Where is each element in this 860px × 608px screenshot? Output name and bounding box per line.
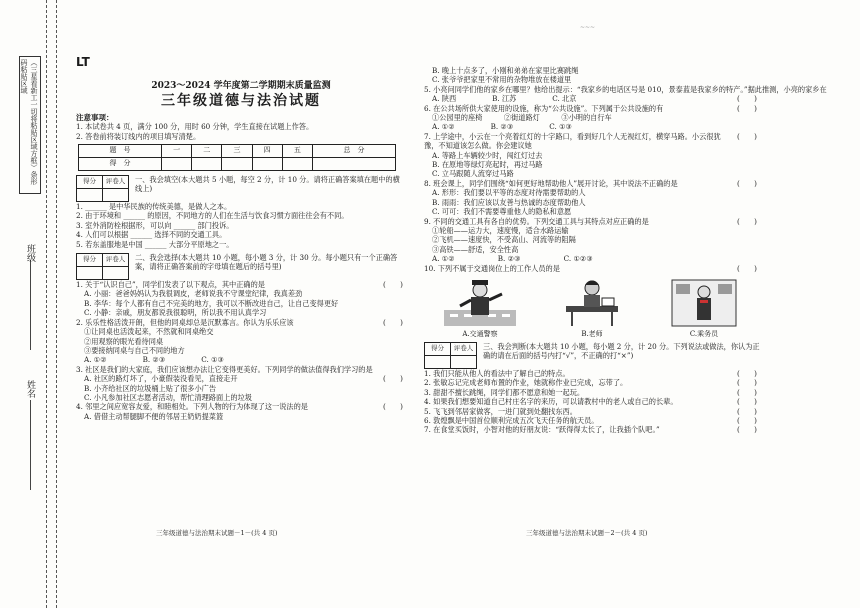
score-head-cell: 一 — [162, 145, 192, 158]
choice-text: A. 等路上车辆较少时，闯红灯过去 — [432, 150, 543, 160]
judge-text: 6. 敦煌飘是中国首位顺利完成五次飞天任务的航天员。 — [424, 415, 599, 425]
page-left — [76, 55, 406, 568]
choice-text: ①让同桌也活泼起来，不然就和同桌绝交 — [84, 327, 214, 337]
fill-question: 1. ______ 是中华民族的传统美德，是做人之本。 — [76, 202, 232, 212]
judge-text: 2. 张敏忘记完成老师布置的作业，她就称作业已完成，忘带了。 — [424, 378, 628, 388]
option-c-figure — [664, 276, 744, 338]
answer-paren[interactable]: ( ) — [737, 397, 757, 407]
choice-text: ①轮船——运力大，速度慢，适合水路运输 — [432, 225, 569, 235]
choice-text: ③要接纳同桌与自己不同的地方 — [84, 345, 185, 355]
page-footer-right: 三年级道德与法治期末试题－2－(共 4 页) — [526, 529, 648, 537]
choice-line — [76, 280, 406, 289]
judge-text: 1. 我们只能从他人的看法中了解自己的特点。 — [424, 368, 570, 378]
corner-mark: ~~~ — [580, 24, 596, 31]
binding-line — [46, 0, 47, 608]
option-b-caption: B.老师 — [581, 330, 603, 339]
choice-text: ①公园里的座椅 ②街道路灯 ③小明的自行车 — [432, 113, 612, 123]
judge-line — [424, 397, 760, 406]
answer-paren[interactable]: ( ) — [383, 280, 403, 290]
name-label: 姓名 — [25, 380, 35, 398]
score-head-cell: 三 — [222, 145, 252, 158]
choice-line — [424, 254, 760, 263]
section-3-header — [424, 342, 760, 369]
answer-paren[interactable]: ( ) — [383, 402, 403, 412]
section-3-questions — [424, 369, 760, 435]
score-cell[interactable] — [312, 158, 395, 171]
judge-line — [424, 416, 760, 425]
notice-item: 2. 答卷前将装订线内的项目填写清楚。 — [76, 131, 201, 141]
section-2-questions — [76, 280, 406, 421]
judge-text: 4. 如果我们想要知道自己村庄名字的来历，可以请教村中的老人或自己的长辈。 — [424, 397, 678, 407]
choice-text: 9. 不同的交通工具有各自的优势。下列交通工具与其特点对应正确的是 — [424, 216, 649, 226]
grader-name-label: 评卷人 — [451, 342, 477, 355]
option-a-caption: A.交通警察 — [462, 330, 498, 339]
choice-line — [76, 289, 406, 298]
answer-paren[interactable]: ( ) — [383, 374, 403, 384]
grader-box — [76, 253, 129, 280]
score-cell[interactable] — [192, 158, 222, 171]
choice-text: B. 雨雨：我们应该以友善与热诚的态度帮助他人 — [432, 197, 586, 207]
choice-text: 6. 在公共场所供大家使用的设施，称为“公共设施”。下列属于公共设施的有 — [424, 103, 664, 113]
choice-line — [424, 217, 760, 226]
score-cell[interactable] — [162, 158, 192, 171]
grader-cell[interactable] — [77, 267, 103, 280]
grader-cell[interactable] — [425, 355, 451, 368]
choice-text: A. 陕西 B. 江苏 C. 北京 — [432, 94, 577, 104]
judge-text: 7. 在食堂买饭时，小智对他的好朋友说：“跃得得太长了，让我插个队吧。” — [424, 425, 660, 435]
page-right — [424, 66, 827, 576]
choice-text: C. 小凡参加社区志愿者活动，帮忙清理路面上的垃圾 — [84, 392, 252, 402]
barcode-area: （三星看新工一切将粘贴区域方框）条形码粘贴区域 — [19, 56, 41, 194]
choice-line — [424, 151, 760, 160]
choice-text: A. 形形：我们要以平等的态度对待需要帮助的人 — [432, 188, 586, 198]
score-cell[interactable] — [252, 158, 282, 171]
grader-cell[interactable] — [103, 267, 129, 280]
choice-line — [424, 169, 760, 178]
choice-text: C. 可可：我们不需要尊重他人的隐私和意愿 — [432, 207, 572, 217]
choice-text: 4. 邻里之间应宽容友爱，和睦相处。下列人物的行为体现了这一说法的是 — [76, 402, 308, 412]
judge-text: 3. 甜甜不擅长跳绳，同学们都不愿意和她一起玩。 — [424, 387, 585, 397]
score-cell[interactable] — [282, 158, 312, 171]
choice-line — [424, 104, 760, 113]
choice-line — [76, 402, 406, 411]
choice-line — [424, 84, 827, 94]
score-row-label: 得 分 — [79, 158, 162, 171]
choice-line — [424, 94, 760, 103]
choice-text: A. 小丽：爸爸妈妈认为我很调皮，老师说我不守课堂纪律，我真差劲 — [84, 289, 303, 299]
choice-line — [424, 113, 760, 122]
exam-title: 三年级道德与法治试题 — [161, 93, 321, 110]
choice-line — [76, 337, 406, 346]
grader-score-label: 得分 — [77, 176, 103, 189]
score-head-cell: 四 — [252, 145, 282, 158]
grader-score-label: 得分 — [77, 254, 103, 267]
choice-text: B. 李华：每个人都有自己不完美的地方，我可以不断改进自己，让自己变得更好 — [84, 298, 339, 308]
grader-cell[interactable] — [103, 189, 129, 202]
score-head-cell: 总 分 — [312, 145, 395, 158]
answer-paren[interactable]: ( ) — [737, 378, 757, 388]
answer-paren[interactable]: ( ) — [737, 216, 757, 226]
judge-line — [424, 369, 760, 378]
choice-text: A. ①② B. ②③ C. ①②③ — [432, 254, 593, 264]
attendant-illustration — [664, 276, 744, 328]
choice-line — [424, 179, 760, 188]
choice-text: B. 晚上十点多了，小刚和弟弟在家里比赛跳绳 — [432, 66, 579, 75]
choice-line — [76, 384, 406, 393]
choice-line — [76, 308, 406, 317]
choice-text: 10. 下列不属于交通岗位上的工作人员的是 — [424, 263, 560, 273]
score-head-cell: 题 号 — [79, 145, 162, 158]
choice-text: A. ①② B. ②③ C. ①③ — [84, 355, 224, 365]
choice-text: C. 立马跟随人流穿过马路 — [432, 169, 514, 179]
score-head-cell: 二 — [192, 145, 222, 158]
choice-text: C. 小静：亲戚，朋友都说我很聪明，所以我不用认真学习 — [84, 308, 267, 318]
choice-continued — [424, 66, 827, 273]
section-1-questions — [76, 202, 406, 249]
choice-line — [76, 318, 406, 327]
exam-subtitle: 2023～2024 学年度第二学期期末质量监测 — [151, 81, 331, 91]
grader-name-label: 评卷人 — [103, 254, 129, 267]
option-a-figure — [440, 276, 520, 338]
choice-text: 1. 关于“认识自己”，同学们发表了以下观点，其中正确的是 — [76, 280, 265, 290]
choice-line — [424, 245, 760, 254]
section-1-instructions: 一、我会填空(本大题共 5 小题，每空 2 分，计 10 分。请将正确答案填在题中的横线上) — [135, 175, 400, 194]
fill-question: 4. 人们可以根据 ______ 选择不同的交通工具。 — [76, 230, 227, 240]
fill-question: 5. 若东盖服地是中国 ______ 大部分平原地之一。 — [76, 239, 234, 249]
judge-text: 5. 飞飞到邻居家做客，一进门就到处翻找东西。 — [424, 406, 577, 416]
traffic-police-illustration — [440, 276, 520, 328]
choice-line — [424, 264, 760, 273]
choice-line — [424, 122, 760, 131]
choice-text: 3. 社区是我们的大家庭，我们应该想办法让它变得更美好。下列同学的做法值得我们学习的是 — [76, 364, 373, 374]
choice-line — [76, 299, 406, 308]
teacher-illustration — [552, 276, 632, 328]
choice-line — [76, 355, 406, 364]
choice-text: C. 张爷爷把家里不常用的杂物堆放在楼道里 — [432, 75, 572, 85]
choice-line — [76, 374, 406, 383]
judge-line — [424, 388, 760, 397]
choice-text: A. 社区的路灯坏了，小豪假装没看见，直接走开 — [84, 374, 238, 384]
answer-paren[interactable]: ( ) — [737, 415, 757, 425]
choice-line — [424, 235, 760, 244]
question-10-images — [424, 276, 760, 338]
choice-text: B. 小齐给社区的垃圾桶上贴了很多小广告 — [84, 383, 217, 393]
section-3-instructions: 三、我会判断(本大题共 10 小题，每小题 2 分，计 20 分。下列说法或做法，你认为正确的请在后面的括号内打“√”，不正确的打“×”) — [483, 341, 760, 361]
answer-paren[interactable]: ( ) — [737, 103, 757, 113]
exam-code: LT — [76, 55, 90, 69]
choice-text: 7. 上学途中，小云在一个亮着红灯的十字路口，看到好几个人无视红灯，横穿马路。小云很犹豫，不知道该怎么做。你会建议她 — [424, 131, 721, 151]
score-cell[interactable] — [222, 158, 252, 171]
notice-title: 注意事项： — [76, 112, 114, 122]
answer-paren[interactable]: ( ) — [737, 406, 757, 416]
answer-paren[interactable]: ( ) — [737, 263, 757, 273]
answer-paren[interactable]: ( ) — [383, 317, 403, 327]
grader-score-label: 得分 — [425, 342, 451, 355]
choice-line — [424, 132, 760, 151]
option-c-caption: C.乘务员 — [689, 330, 719, 339]
grader-cell[interactable] — [451, 355, 477, 368]
grader-box — [424, 342, 477, 369]
choice-line — [76, 393, 406, 402]
option-b-figure — [552, 276, 632, 338]
choice-text: ③高铁——舒适，安全性高 — [432, 244, 519, 254]
choice-line — [76, 412, 406, 421]
binding-line — [56, 0, 57, 608]
judge-line — [424, 425, 760, 434]
fill-question: 2. 由于环境和 ______ 的原因，不同地方的人们在生活与饮食习惯方面往往会有不同。 — [76, 211, 349, 221]
judge-line — [424, 407, 760, 416]
name-field-line — [30, 400, 31, 490]
grader-cell[interactable] — [77, 189, 103, 202]
section-1-header — [76, 175, 406, 202]
class-field-line — [30, 260, 31, 350]
choice-text: 8. 班会课上，同学们围绕“如何更好地帮助他人”展开讨论，其中说法不正确的是 — [424, 178, 678, 188]
score-head-cell: 五 — [282, 145, 312, 158]
answer-paren[interactable]: ( ) — [737, 387, 757, 397]
answer-paren[interactable]: ( ) — [737, 94, 757, 104]
grader-name-label: 评卷人 — [103, 176, 129, 189]
choice-line — [424, 75, 760, 84]
score-table — [78, 144, 396, 171]
section-2-header — [76, 253, 406, 280]
choice-text: ②飞机——速度快，不受高山、河流等的阻隔 — [432, 235, 576, 245]
judge-line — [424, 378, 760, 387]
choice-line — [424, 188, 760, 197]
choice-line — [76, 346, 406, 355]
choice-line — [424, 66, 760, 75]
answer-paren[interactable]: ( ) — [737, 178, 757, 188]
page-footer-left: 三年级道德与法治期末试题－1－(共 4 页) — [156, 529, 278, 537]
choice-line — [424, 198, 760, 207]
choice-line — [76, 327, 406, 336]
choice-text: A. 借借主动帮腿脚不便的邻居王奶奶提菜篮 — [84, 411, 224, 421]
choice-text: 2. 乐乐性格活泼开朗，但他的同桌却总是沉默寡言。你认为乐乐应该 — [76, 317, 294, 327]
choice-line — [424, 226, 760, 235]
choice-text: B. 在原地等绿灯亮起时，再过马路 — [432, 160, 543, 170]
choice-text: ②用观察的眼光看待同桌 — [84, 336, 164, 346]
choice-line — [424, 160, 760, 169]
fill-question: 3. 室外消防栓根据形，可以向 ______ 部门投诉。 — [76, 220, 234, 230]
answer-paren[interactable]: ( ) — [737, 368, 757, 378]
binding-gutter — [0, 0, 74, 608]
class-label: 班级 — [25, 244, 35, 262]
choice-text: A. ①② B. ②③ C. ①③ — [432, 122, 572, 132]
answer-paren[interactable]: ( ) — [737, 131, 757, 141]
grader-box — [76, 175, 129, 202]
choice-text: 5. 小亮问同学们他的家乡在哪里？他给出提示：“我家乡的电话区号是 010，景泰蓝是我家乡的特产。”据此推测，小亮的家乡在 — [424, 84, 827, 94]
choice-line — [76, 365, 406, 374]
choice-line — [424, 207, 760, 216]
notice-item: 1. 本试卷共 4 页，满分 100 分，用时 60 分钟，学生直接在试题上作答。 — [76, 122, 314, 132]
section-2-instructions: 二、我会选择(本大题共 10 小题，每小题 3 分，计 30 分。每小题只有一个正确答案，请将正确答案前的字母填在题后的括号里) — [135, 253, 398, 272]
answer-paren[interactable]: ( ) — [737, 425, 757, 435]
